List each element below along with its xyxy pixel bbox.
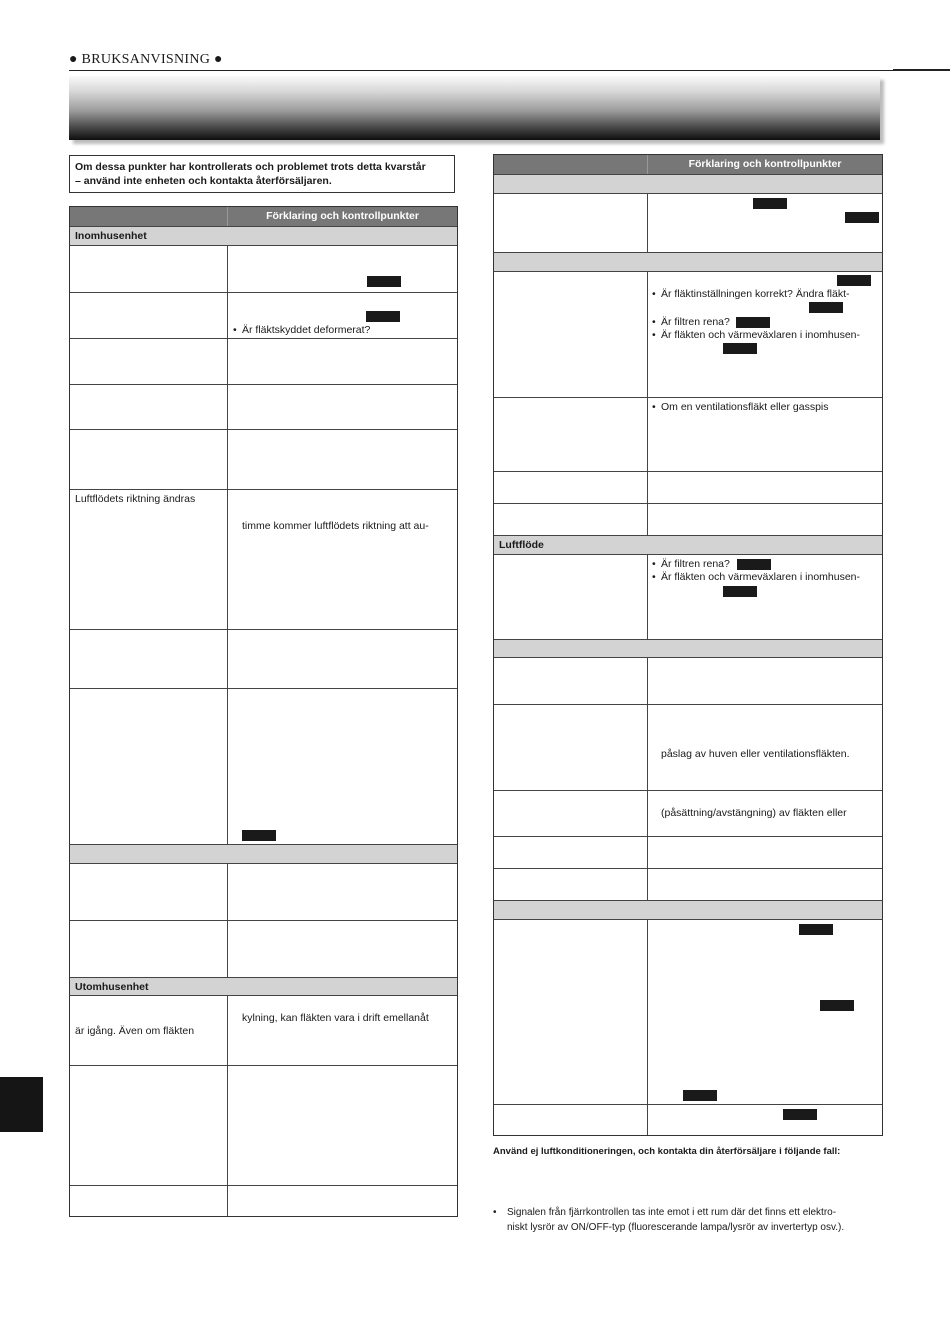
redaction-block — [820, 1000, 854, 1011]
row-text-hood: påslag av huven eller ventilationsfläkten. — [661, 748, 850, 760]
footer-warning: Använd ej luftkonditioneringen, och kontakta din återförsäljare i följande fall: — [493, 1146, 841, 1157]
table-row — [494, 554, 882, 639]
table-row — [70, 629, 457, 688]
left-table-header — [70, 207, 457, 226]
redaction-block — [753, 198, 787, 209]
row-label-cell — [494, 194, 648, 252]
notice-line-2: – använd inte enheten och kontakta återförsäljaren. — [75, 175, 332, 187]
row-label-airflow-direction: Luftflödets riktning ändras — [75, 493, 196, 505]
manual-header: ● BRUKSANVISNING ● — [69, 52, 223, 67]
row-label-cell — [70, 430, 228, 489]
row-label-cell — [70, 689, 228, 844]
table-row — [70, 292, 457, 338]
redaction-block — [242, 830, 276, 841]
redaction-block — [809, 302, 843, 313]
redaction-block — [837, 275, 871, 286]
row-label-cell — [70, 385, 228, 429]
row-label-outdoor-fan: är igång. Även om fläkten — [75, 1025, 195, 1037]
bullet-fan-guard: • Är fläktskyddet deformerat? — [242, 324, 370, 337]
row-label-cell — [494, 504, 648, 535]
bullet-fan-setting: • Är fläktinställningen korrekt? Ändra fläkt- — [661, 288, 850, 301]
table-row — [494, 704, 882, 790]
row-label-cell — [494, 791, 648, 836]
footer-bullet — [507, 1205, 844, 1235]
table-row — [494, 657, 882, 704]
redaction-block — [366, 311, 400, 322]
table-row — [70, 245, 457, 292]
row-label-cell — [70, 207, 228, 226]
table-row — [70, 1185, 457, 1216]
redaction-block — [683, 1090, 717, 1101]
right-col-header: Förklaring och kontrollpunkter — [688, 158, 842, 170]
table-row — [494, 397, 882, 471]
row-label-cell — [70, 246, 228, 292]
bullet-ventilation-fan: • Om en ventilationsfläkt eller gasspis — [661, 401, 829, 414]
section-airflow-label: Luftflöde — [499, 539, 544, 551]
table-row — [494, 868, 882, 900]
header-rule — [69, 70, 893, 71]
left-troubleshooting-table — [69, 206, 458, 1217]
row-label-cell — [494, 920, 648, 1104]
table-row — [70, 429, 457, 489]
row-label-cell — [70, 630, 228, 688]
table-row — [70, 338, 457, 384]
table-row — [494, 193, 882, 252]
section-indoor-label: Inomhusenhet — [75, 230, 147, 242]
row-label-cell — [494, 155, 648, 174]
row-label-cell — [70, 1066, 228, 1185]
table-row — [494, 1104, 882, 1135]
bullet-fan-heat-exchanger-2: • Är fläkten och värmeväxlaren i inomhusen- — [661, 571, 860, 584]
row-label-cell — [70, 490, 228, 629]
row-label-cell — [494, 555, 648, 639]
row-label-cell — [70, 339, 228, 384]
section-indoor — [70, 226, 457, 245]
table-row — [70, 489, 457, 629]
redaction-block — [723, 586, 757, 597]
title-banner — [69, 76, 880, 140]
section-outdoor-label: Utomhusenhet — [75, 981, 149, 993]
row-label-cell — [70, 864, 228, 920]
header-rule-extension — [893, 69, 950, 71]
row-label-cell — [494, 705, 648, 790]
table-row — [494, 471, 882, 503]
row-label-cell — [70, 921, 228, 977]
row-text-switching: (påsättning/avstängning) av fläkten eller — [661, 807, 847, 819]
section-blank — [494, 639, 882, 657]
row-label-cell — [494, 658, 648, 704]
left-col-header: Förklaring och kontrollpunkter — [266, 210, 419, 222]
redaction-block — [737, 559, 771, 570]
bullet-fan-heat-exchanger: • Är fläkten och värmeväxlaren i inomhusen- — [661, 329, 860, 342]
row-label-cell — [494, 472, 648, 503]
table-row — [494, 919, 882, 1104]
bullet-filters-clean-2: • Är filtren rena? — [661, 558, 730, 571]
section-blank — [494, 900, 882, 919]
row-text-airflow-direction: timme kommer luftflödets riktning att au- — [242, 520, 429, 532]
table-row — [70, 688, 457, 844]
redaction-block — [736, 317, 770, 328]
right-troubleshooting-table — [493, 154, 883, 1136]
row-label-cell — [494, 837, 648, 868]
table-row — [70, 863, 457, 920]
table-row — [494, 503, 882, 535]
section-blank — [70, 844, 457, 863]
row-label-cell — [494, 869, 648, 900]
table-row — [70, 384, 457, 429]
row-text-outdoor-fan: kylning, kan fläkten vara i drift emellanåt — [242, 1012, 429, 1024]
notice-line-1: Om dessa punkter har kontrollerats och problemet trots detta kvarstår — [75, 161, 426, 173]
table-row — [70, 1065, 457, 1185]
row-label-cell — [494, 398, 648, 471]
redaction-block — [845, 212, 879, 223]
redaction-block — [723, 343, 757, 354]
section-airflow — [494, 535, 882, 554]
side-tab — [0, 1077, 43, 1132]
table-row — [494, 836, 882, 868]
footer-bullet-line-1: • Signalen från fjärrkontrollen tas inte emot i ett rum där det finns ett elektro- — [507, 1207, 837, 1218]
row-label-cell — [494, 1105, 648, 1135]
redaction-block — [783, 1109, 817, 1120]
notice-box — [69, 155, 455, 193]
redaction-block — [367, 276, 401, 287]
row-label-cell — [70, 293, 228, 338]
table-row — [70, 920, 457, 977]
bullet-filters-clean: • Är filtren rena? — [661, 316, 730, 329]
section-outdoor — [70, 977, 457, 995]
section-blank — [494, 174, 882, 193]
table-row — [70, 995, 457, 1065]
row-label-cell — [494, 272, 648, 397]
table-row — [494, 271, 882, 397]
table-row — [494, 790, 882, 836]
footer-bullet-line-2: niskt lysrör av ON/OFF-typ (fluorescerande lampa/lysrör av invertertyp osv.). — [507, 1222, 845, 1233]
row-label-cell — [70, 1186, 228, 1216]
redaction-block — [799, 924, 833, 935]
section-blank — [494, 252, 882, 271]
right-table-header — [494, 155, 882, 174]
